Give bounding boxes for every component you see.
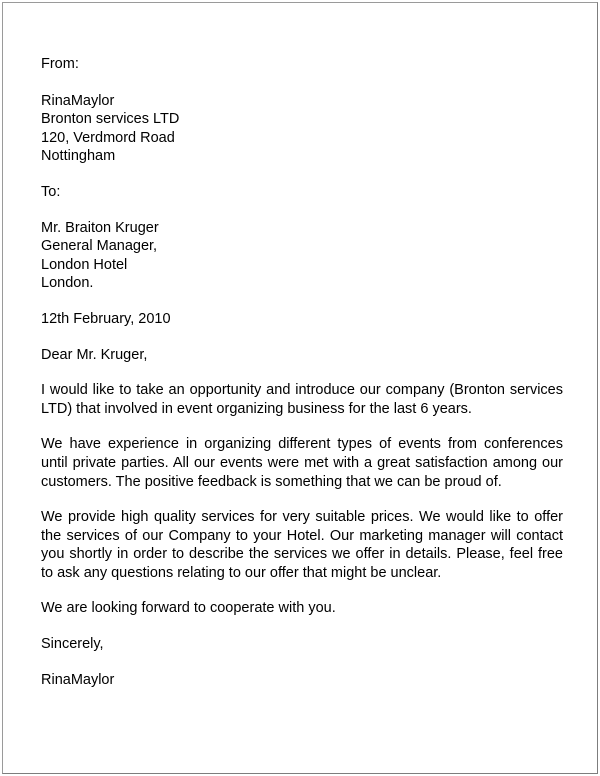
sender-city: Nottingham xyxy=(41,148,116,165)
signature: RinaMaylor xyxy=(41,671,115,688)
closing: Sincerely, xyxy=(41,636,104,653)
paragraph-experience: We have experience in organizing different types of events from conferences until private parties. All our events were met with a great satisfaction among our customers. The positive feedback is something that we can be proud of. xyxy=(41,436,563,490)
paragraph-intro: I would like to take an opportunity and introduce our company (Bronton services LTD) that involved in event organizing business for the last 6 years. xyxy=(41,382,563,417)
recipient-name: Mr. Braiton Kruger xyxy=(41,219,159,236)
salutation: Dear Mr. Kruger, xyxy=(41,346,148,363)
letter-body xyxy=(41,55,563,689)
sender-street: 120, Verdmord Road xyxy=(41,129,175,146)
from-label: From: xyxy=(41,56,79,72)
to-block xyxy=(41,183,563,293)
sender-name: RinaMaylor xyxy=(41,92,115,109)
recipient-title: General Manager, xyxy=(41,238,158,255)
paragraph-services: We provide high quality services for very suitable prices. We would like to offer the services of our Company to your Hotel. Our marketing manager will contact you shortly in order to describe the services we offer in details. Please, feel free to ask any questions relating to our offer that might be unclear. xyxy=(41,509,563,581)
letter-page xyxy=(2,2,598,774)
paragraph-closing-remark: We are looking forward to cooperate with you. xyxy=(41,600,336,617)
to-label: To: xyxy=(41,183,61,200)
from-block xyxy=(41,55,563,166)
recipient-city: London. xyxy=(41,275,94,292)
recipient-company: London Hotel xyxy=(41,256,128,273)
sender-company: Bronton services LTD xyxy=(41,111,180,128)
letter-date: 12th February, 2010 xyxy=(41,310,171,327)
